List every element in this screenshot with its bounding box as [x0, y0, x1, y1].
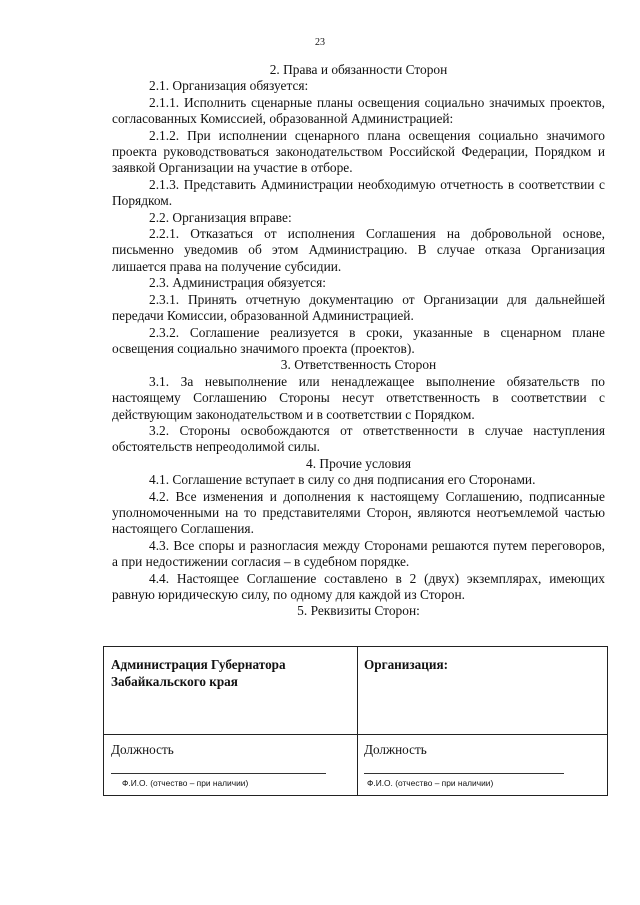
- paragraph: 2.1.3. Представить Администрации необходимую отчетность в соответствии с Порядком.: [112, 176, 605, 209]
- paragraph: 4.3. Все споры и разногласия между Сторонами решаются путем переговоров, а при недостижении согласия – в судебном порядке.: [112, 537, 605, 570]
- position-label: Должность: [111, 742, 174, 757]
- signature-line: [364, 773, 564, 774]
- paragraph: 2.2.1. Отказаться от исполнения Соглашения на добровольной основе, письменно уведомив об этом Администрацию. В случае отказа Организация лишается права на получение субсидии.: [112, 226, 605, 274]
- paragraph: 2.2. Организация вправе:: [149, 209, 292, 225]
- paragraph: 2.3. Администрация обязуется:: [149, 275, 326, 291]
- section-heading: 5. Реквизиты Сторон:: [297, 603, 420, 619]
- paragraph: 4.1. Соглашение вступает в силу со дня подписания его Сторонами.: [149, 472, 536, 488]
- requisites-right-column: [357, 647, 607, 795]
- fio-caption: Ф.И.О. (отчество – при наличии): [122, 778, 249, 788]
- paragraph: 2.1.2. При исполнении сценарного плана освещения социально значимого проекта руководствоваться законодательством Российской Федерации, Порядком и заявкой Организации на участие в отборе.: [112, 127, 605, 176]
- paragraph: 3.2. Стороны освобождаются от ответственности в случае наступления обстоятельств непреодолимой силы.: [112, 422, 605, 455]
- section-heading: 4. Прочие условия: [306, 455, 411, 471]
- paragraph: 3.1. За невыполнение или ненадлежащее выполнение обязательств по настоящему Соглашению Стороны несут ответственность в соответствии с действующим законодательством и в соответствии с Порядком.: [112, 373, 605, 422]
- agreement-text: [112, 62, 605, 620]
- section-heading: 2. Права и обязанности Сторон: [269, 62, 448, 77]
- requisites-left-column: [104, 647, 358, 795]
- paragraph: 2.3.2. Соглашение реализуется в сроки, указанные в сценарном плане освещения социально значимого проекта (проектов).: [112, 324, 605, 356]
- position-label: Должность: [364, 742, 427, 757]
- signature-line: [111, 773, 326, 774]
- paragraph: 2.1.1. Исполнить сценарные планы освещения социально значимых проектов, согласованных Комиссией, образованной Администрацией:: [112, 94, 605, 127]
- requisites-table: [103, 646, 608, 796]
- paragraph: 4.2. Все изменения и дополнения к настоящему Соглашению, подписанные уполномоченными на то представителями Сторон, являются неотъемлемой частью настоящего Соглашения.: [112, 488, 605, 537]
- row-divider: [104, 734, 607, 735]
- paragraph: 4.4. Настоящее Соглашение составлено в 2 (двух) экземплярах, имеющих равную юридическую силу, по одному для каждой из Сторон.: [112, 570, 605, 602]
- fio-caption: Ф.И.О. (отчество – при наличии): [367, 778, 494, 788]
- party-name-organization: Организация:: [364, 657, 448, 672]
- party-name-administration: Администрация Губернатора Забайкальского края: [111, 657, 286, 689]
- paragraph: 2.1. Организация обязуется:: [149, 78, 309, 94]
- paragraph: 2.3.1. Принять отчетную документацию от Организации для дальнейшей передачи Комиссии, образованной Администрацией.: [112, 291, 605, 324]
- section-heading: 3. Ответственность Сторон: [280, 357, 437, 373]
- page-number: 23: [315, 37, 325, 48]
